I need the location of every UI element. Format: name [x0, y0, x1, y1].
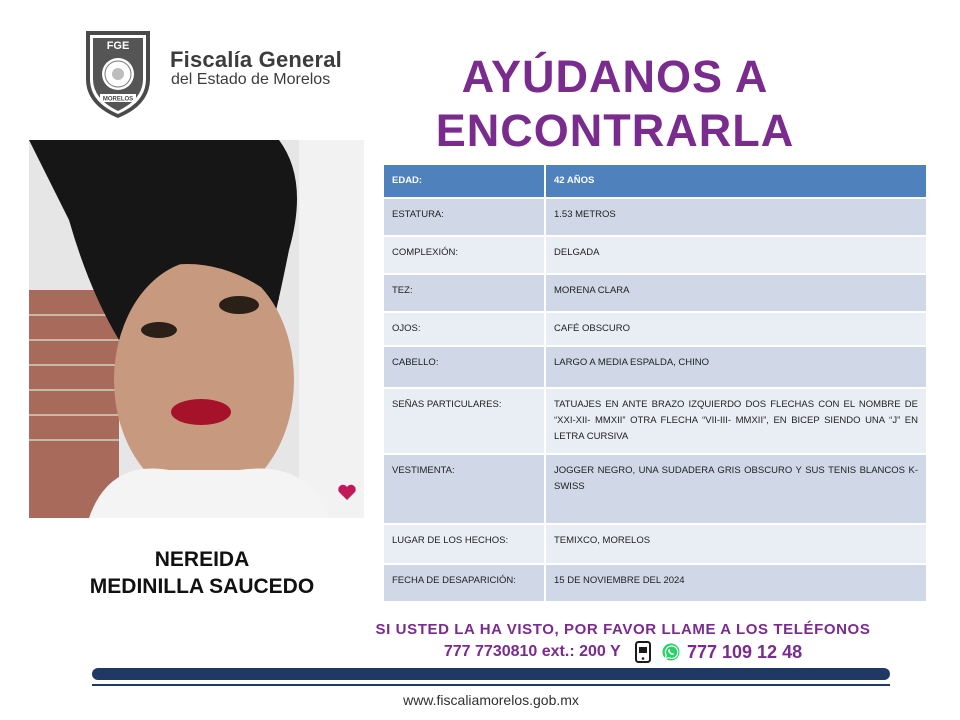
phone-number-1: 777 7730810 ext.: 200 Y — [443, 643, 621, 660]
org-name: Fiscalía General — [170, 47, 342, 72]
details-table — [382, 163, 928, 603]
detail-value: CAFÉ OBSCURO — [545, 312, 927, 346]
detail-label: FECHA DE DESAPARICIÓN: — [383, 564, 545, 602]
table-row — [383, 312, 927, 346]
detail-value: 42 AÑOS — [545, 164, 927, 198]
table-row — [383, 564, 927, 602]
detail-value: DELGADA — [545, 236, 927, 274]
detail-value: 15 DE NOVIEMBRE DEL 2024 — [545, 564, 927, 602]
table-row — [383, 274, 927, 312]
detail-label: TEZ: — [383, 274, 545, 312]
phone-line — [300, 641, 946, 665]
mobile-phone-icon — [635, 641, 651, 663]
missing-person-photo — [29, 140, 364, 518]
detail-value: LARGO A MEDIA ESPALDA, CHINO — [545, 346, 927, 388]
whatsapp-icon — [662, 643, 680, 661]
detail-label: VESTIMENTA: — [383, 454, 545, 524]
headline — [380, 50, 960, 158]
detail-label: LUGAR DE LOS HECHOS: — [383, 524, 545, 564]
table-row — [383, 164, 927, 198]
footer-divider — [92, 684, 890, 686]
detail-label: SEÑAS PARTICULARES: — [383, 388, 545, 454]
detail-value: TATUAJES EN ANTE BRAZO IZQUIERDO DOS FLECHAS CON EL NOMBRE DE “XXI-XII- MMXII” OTRA FLECHA “VII-III- MMXII”, EN BICEP SIENDO UNA “J” EN LETRA CURSIVA — [545, 388, 927, 454]
detail-label: CABELLO: — [383, 346, 545, 388]
table-row — [383, 454, 927, 524]
detail-label: EDAD: — [383, 164, 545, 198]
person-first-name: NEREIDA — [154, 548, 250, 571]
person-name — [60, 546, 344, 600]
detail-value: 1.53 METROS — [545, 198, 927, 236]
table-row — [383, 236, 927, 274]
detail-label: ESTATURA: — [383, 198, 545, 236]
detail-label: COMPLEXIÓN: — [383, 236, 545, 274]
detail-value: JOGGER NEGRO, UNA SUDADERA GRIS OBSCURO Y SUS TENIS BLANCOS K-SWISS — [545, 454, 927, 524]
phone-number-2: 777 109 12 48 — [686, 641, 803, 662]
logo-bottom-text: MORELOS — [102, 96, 134, 103]
person-last-names: MEDINILLA SAUCEDO — [89, 575, 315, 598]
logo-text: FGE — [106, 40, 130, 52]
detail-value: TEMIXCO, MORELOS — [545, 524, 927, 564]
website-url[interactable]: www.fiscaliamorelos.gob.mx — [403, 692, 579, 708]
detail-value: MORENA CLARA — [545, 274, 927, 312]
table-row — [383, 346, 927, 388]
table-row — [383, 388, 927, 454]
fge-badge-logo — [80, 27, 156, 121]
table-row — [383, 524, 927, 564]
headline-line-1: AYÚDANOS A — [461, 51, 769, 102]
detail-label: OJOS: — [383, 312, 545, 346]
org-subtitle: del Estado de Morelos — [171, 71, 331, 88]
footer-bar — [92, 668, 890, 680]
headline-line-2: ENCONTRARLA — [435, 105, 795, 156]
table-row — [383, 198, 927, 236]
call-to-action: SI USTED LA HA VISTO, POR FAVOR LLAME A LOS TELÉFONOS — [375, 621, 871, 638]
